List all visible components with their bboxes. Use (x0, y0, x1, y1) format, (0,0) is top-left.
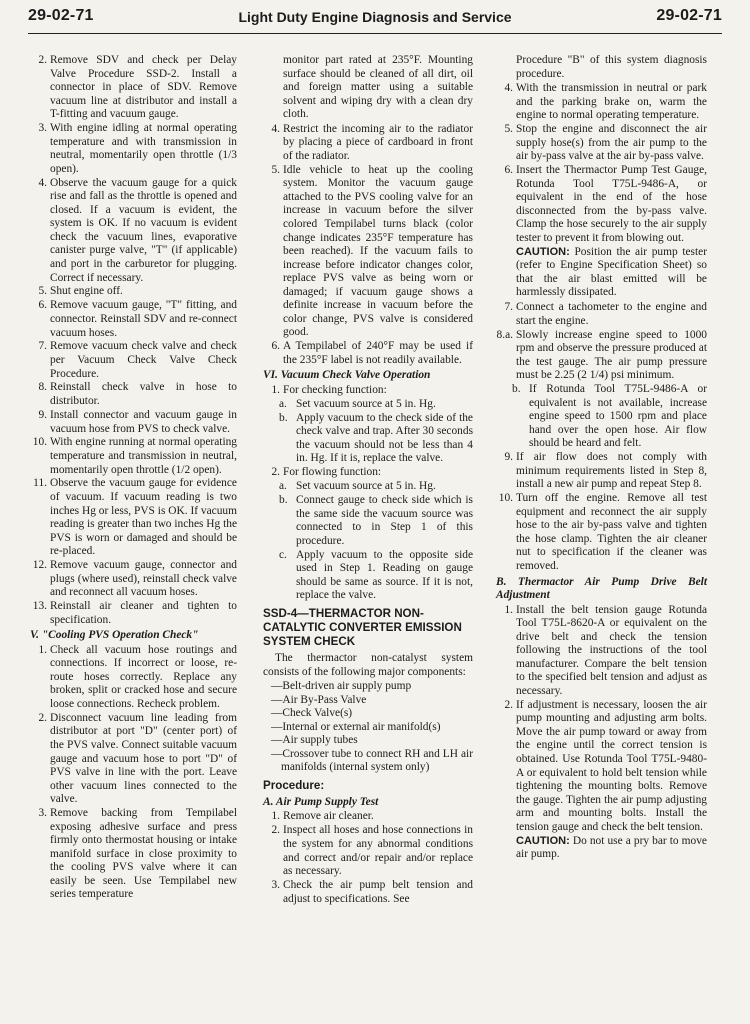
step-text: Insert the Thermactor Pump Test Gauge, Rotunda Tool T75L-9486-A, or equivalent in the end of the hose disconnected from the by-pass valve. Clamp the hose securely to the air supply tester to prevent it from blowing out. (516, 164, 707, 244)
step-number: c. (279, 548, 287, 561)
step-text: Observe the vacuum gauge for evidence of vacuum. If vacuum reading is two inches Hg or less, PVS is OK. If vacuum reading is greater than two inches Hg the PVS is worn or damaged and should be re-placed. (50, 477, 237, 558)
list-item (30, 436, 237, 477)
list-item (30, 54, 237, 122)
step-text: With the transmission in neutral or park and the parking brake on, warm the engine to normal operating temperature. (516, 82, 707, 122)
step-text: Set vacuum source at 5 in. Hg. (296, 397, 436, 410)
list-item (30, 807, 237, 902)
step-text: Install the belt tension gauge Rotunda Tool T75L-8620-A or equivalent on the drive belt and check the tension following the instructions of the tool manufacturer. Compare the belt tension to the specified belt tension and adjust as necessary. (516, 603, 707, 697)
step-text: If adjustment is necessary, loosen the air pump mounting and adjusting arm bolts. Move the air pump toward or away from the engine until the correct tension is obtained. Use Rotunda Tool T75L-9480-A or equivalent to hold belt tension while tightening the mounting bolts. Remove the gauge. Tighten the air pump adjusting arm and mounting bolts. Install the tension gauge and check the belt tension. (516, 698, 707, 833)
list-item (30, 381, 237, 408)
procedure-heading: Procedure: (263, 778, 325, 792)
step-number: a. (279, 480, 287, 493)
step-text: Install connector and vacuum gauge in vacuum hose from PVS to check valve. (50, 408, 237, 435)
list-item (263, 480, 473, 494)
column-2 (263, 54, 473, 906)
step-number: 2. (38, 54, 47, 66)
step-text: Turn off the engine. Remove all test equipment and reconnect the air supply hose to the air by-pass valve and tighten the hose clamp. Tighten the air cleaner nut to specification if the cleaner was removed. (516, 492, 707, 572)
list-item (496, 699, 707, 834)
step-text: If air flow does not comply with minimum requirements listed in Step 8, install a new air pump and repeat Step 8. (516, 451, 707, 491)
column-1 (30, 54, 237, 902)
step-text: Connect gauge to check side which is the same side the vacuum source was connected to in Step 1 of this procedure. (296, 494, 473, 547)
component-item: —Belt-driven air supply pump (271, 680, 412, 693)
step-number: a. (279, 397, 287, 410)
step-number: 5. (504, 123, 513, 136)
step-text: Connect a tachometer to the engine and start the engine. (516, 301, 707, 327)
step-text: Check all vacuum hose routings and connections. If incorrect or loose, re-route hoses correctly. Replace any broken, split or cracked hose and secure loose connections. Recheck problem. (50, 643, 237, 710)
step-number: 5. (271, 163, 280, 176)
list-item (263, 549, 473, 603)
step-number: 10. (32, 436, 47, 449)
checking-function-label: 1. For checking function: (271, 383, 387, 396)
step-text: A Tempilabel of 240°F may be used if the 235°F label is not readily available. (283, 340, 473, 366)
step-text: Reinstall check valve in hose to distributor. (50, 381, 237, 408)
step-text: Reinstall air cleaner and tighten to specification. (50, 600, 237, 626)
step-text: Shut engine off. (50, 285, 123, 298)
page-number-left: 29-02-71 (28, 7, 94, 24)
step-number: 6. (38, 299, 47, 312)
step-text: Remove vacuum gauge, connector and plugs (where used), reinstall check valve and reconnect all vacuum hoses. (50, 559, 237, 599)
section-v-steps (30, 644, 237, 902)
caution-note: CAUTION: Position the air pump tester (refer to Engine Specification Sheet) so that the air blast emitted will be harmlessly dissipated. (516, 245, 707, 299)
step-text: Remove vacuum gauge, "T" fitting, and connector. Reinstall SDV and re-connect vacuum hoses. (50, 299, 237, 339)
list-item (30, 299, 237, 340)
step-text: With engine running at normal operating temperature and transmission in neutral, momentarily open throttle (1/2 open). (50, 436, 237, 476)
section-b-steps (496, 604, 707, 835)
step-number: 7. (38, 340, 47, 353)
column-3 (496, 54, 707, 863)
list-item (263, 810, 473, 824)
page-number-right: 29-02-71 (656, 7, 722, 24)
step-number: 13. (32, 600, 47, 613)
list-item (30, 559, 237, 600)
list-item (263, 879, 473, 906)
step-number: 7. (504, 301, 513, 314)
list-item (263, 164, 473, 340)
section-vi-title: VI. Vacuum Check Valve Operation (263, 369, 431, 382)
step-text: Check the air pump belt tension and adjust to specifications. See (283, 878, 473, 905)
list-item (496, 82, 707, 123)
list-item (496, 604, 707, 699)
section-b-title: B. Thermactor Air Pump Drive Belt Adjustment (496, 575, 707, 602)
step-number: 1. (38, 643, 47, 656)
step-number: b. (279, 411, 288, 424)
step-number: 4. (504, 82, 513, 95)
step-text: Stop the engine and disconnect the air supply hose(s) from the air pump to the air by-pass valve at the air by-pass valve. (516, 123, 707, 163)
step-text: With engine idling at normal operating temperature and with transmission in neutral, momentarily open throttle (1/3 open). (50, 122, 237, 175)
list-item (30, 712, 237, 807)
list-item (263, 412, 473, 466)
component-item: —Internal or external air manifold(s) (271, 720, 441, 733)
step-number: 2. (38, 711, 47, 724)
list-item (30, 285, 237, 299)
list-item (30, 600, 237, 627)
flowing-steps (263, 480, 473, 603)
step-number: 10. (498, 492, 513, 505)
components-list (263, 680, 473, 775)
caution-note-2: CAUTION: Do not use a pry bar to move air pump. (516, 834, 707, 861)
list-item (496, 164, 707, 245)
step-text: Slowly increase engine speed to 1000 rpm and observe the pressure produced at the test gauge. The air pump pressure must be 2.25 (2 1/4) psi minimum. (516, 328, 707, 382)
step-text: Apply vacuum to the check side of the check valve and trap. After 30 seconds the vacuum should not be less than 4 in. Hg. If it is, replace the valve. (296, 411, 473, 465)
step-number: b. (279, 494, 288, 507)
step-8b: b. If Rotunda Tool T75L-9486-A or equivalent is not available, increase engine speed to 1500 rpm and place hand over the open hose. Air flow should be heard and felt. (512, 383, 707, 450)
ssd4-heading: SSD-4—THERMACTOR NON-CATALYTIC CONVERTER EMISSION SYSTEM CHECK (263, 607, 462, 648)
step-number: 3. (38, 807, 47, 820)
list-item (496, 123, 707, 164)
col3-steps-2 (496, 301, 707, 383)
step-number: 8. (38, 381, 47, 394)
step-number: 3. (271, 878, 280, 891)
continuation-text: monitor part rated at 235°F. Mounting surface should be cleaned of all dirt, oil and foreign matter using a suitable solvent and wiping dry with a clean dry cloth. (283, 54, 473, 121)
step-text: Remove vacuum check valve and check per Vacuum Check Valve Check Procedure. (50, 340, 237, 380)
step-number: 2. (271, 824, 280, 837)
step-number: 8.a. (496, 328, 513, 341)
list-item (30, 477, 237, 558)
continuation-text: Procedure "B" of this system diagnosis procedure. (516, 54, 707, 80)
list-item (263, 494, 473, 548)
list-item (263, 340, 473, 367)
step-text: Restrict the incoming air to the radiator by placing a piece of cardboard in front of the radiator. (283, 122, 473, 162)
col2-steps (263, 123, 473, 368)
list-item (30, 409, 237, 436)
list-item (496, 492, 707, 573)
step-number: 11. (33, 477, 47, 490)
step-number: 9. (38, 408, 47, 421)
step-number: 4. (38, 176, 47, 189)
list-item (263, 123, 473, 164)
section-v-title: V. "Cooling PVS Operation Check" (30, 629, 199, 642)
checking-steps (263, 398, 473, 466)
step-text: Remove backing from Tempilabel exposing adhesive surface and press firmly onto thermostat housing or intake manifold surface in close proximity to the cooling PVS valve where it can easily be seen. Use Tempilabel new series temperature (50, 807, 237, 901)
step-number: 9. (504, 451, 513, 464)
step-number: 1. (271, 810, 280, 823)
step-number: 2. (504, 698, 513, 711)
step-text: Remove air cleaner. (283, 810, 374, 823)
step-text: Idle vehicle to heat up the cooling system. Monitor the vacuum gauge attached to the PVS cooling valve for an increase in vacuum before the silver colored Tempilabel turns black (color change indicates 235°F temperature has been reached). If the vacuum fails to increase before indicator changes color, replace PVS valve as being worn or damaged; if vacuum gauge shows a definite increase in vacuum before the color change, PVS valve is considered good. (283, 163, 473, 339)
component-item: —Crossover tube to connect RH and LH air manifolds (internal system only) (271, 747, 473, 774)
step-text: Remove SDV and check per Delay Valve Procedure SSD-2. Install a connector in place of SDV. Remove vacuum line at distributor and install a T-fitting and vacuum gauge. (50, 54, 237, 121)
flowing-function-label: 2. For flowing function: (271, 466, 382, 479)
list-item (30, 177, 237, 285)
section-a-title: A. Air Pump Supply Test (263, 795, 379, 808)
step-number: 3. (38, 122, 47, 135)
step-text: Disconnect vacuum line leading from distributor at port "D" (center port) of the PVS valve. Connect suitable vacuum gauge and vacuum hose to port "D" of PVS valve in line with the port. Leave other vacuum lines connected to the valve. (50, 711, 237, 806)
step-number: 12. (32, 559, 47, 572)
list-item (30, 644, 237, 712)
step-text: Inspect all hoses and hose connections in the system for any abnormal conditions and correct and/or repair and/or replace as necessary. (283, 824, 473, 878)
list-item (263, 824, 473, 878)
step-text: Observe the vacuum gauge for a quick rise and fall as the throttle is opened and closed. If a vacuum is evident, the system is OK. If no vacuum is evident check the vacuum lines, evaporative canister purge valve, "T" (if applicable) and port in the carburetor for plugging. Correct if necessary. (50, 176, 237, 284)
list-item (30, 340, 237, 381)
step-number: 4. (271, 122, 280, 135)
step-text: Apply vacuum to the opposite side used in Step 1. Reading on gauge should be same as source. If it is not, replace the valve. (296, 548, 473, 602)
step-number: 6. (504, 164, 513, 177)
step-number: 5. (38, 285, 47, 298)
list-item (263, 398, 473, 412)
component-item: —Air By-Pass Valve (271, 693, 367, 706)
col3-steps-3 (496, 451, 707, 573)
step-number: 6. (271, 340, 280, 353)
list-item (30, 122, 237, 176)
list-item (496, 451, 707, 492)
component-item: —Check Valve(s) (271, 707, 353, 720)
step-text: Set vacuum source at 5 in. Hg. (296, 480, 436, 493)
col1-steps (30, 54, 237, 627)
section-a-steps (263, 810, 473, 906)
component-item: —Air supply tubes (271, 734, 358, 747)
col3-steps (496, 82, 707, 245)
ssd4-intro: The thermactor non-catalyst system consists of the following major components: (263, 652, 473, 678)
list-item (496, 301, 707, 328)
step-number: 1. (504, 603, 513, 616)
page-header (28, 5, 722, 34)
list-item (496, 329, 707, 383)
page-title: Light Duty Engine Diagnosis and Service (238, 9, 512, 25)
